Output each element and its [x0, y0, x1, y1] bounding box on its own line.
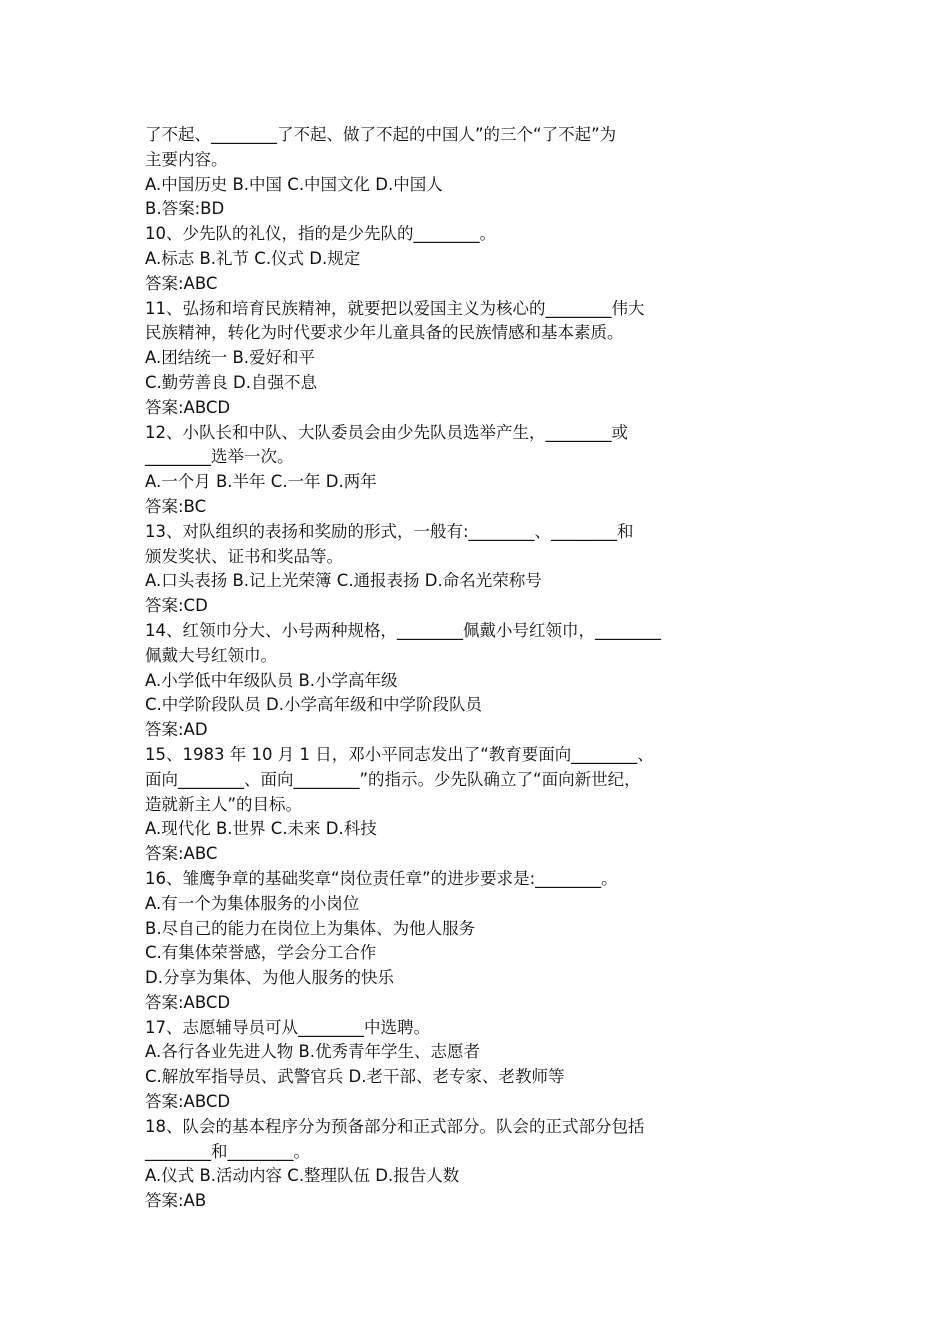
question-9-options: A.中国历史 B.中国 C.中国文化 D.中国人 — [145, 174, 443, 194]
question-18-stem-line-1: 18、队会的基本程序分为预备部分和正式部分。队会的正式部分包括 — [145, 1116, 645, 1136]
question-9-stem-line-2: 主要内容。 — [145, 149, 228, 169]
question-16-stem: 16、雏鹰争章的基础奖章“岗位责任章”的进步要求是:________。 — [145, 868, 618, 888]
question-18-stem-line-2: ________和________。 — [145, 1141, 310, 1161]
question-9-answer: B.答案:BD — [145, 199, 225, 219]
question-17-stem: 17、志愿辅导员可从________中选聘。 — [145, 1017, 430, 1037]
question-15-answer: 答案:ABC — [145, 844, 218, 864]
question-18-answer: 答案:AB — [145, 1191, 207, 1211]
question-12-answer: 答案:BC — [145, 496, 207, 516]
question-11-options-line-2: C.勤劳善良 D.自强不息 — [145, 372, 317, 392]
question-14-answer: 答案:AD — [145, 720, 208, 740]
document-body — [145, 123, 745, 1214]
question-11-options-line-1: A.团结统一 B.爱好和平 — [145, 348, 316, 368]
question-15-stem-line-3: 造就新主人”的目标。 — [145, 794, 303, 814]
question-14-options-line-1: A.小学低中年级队员 B.小学高年级 — [145, 670, 398, 690]
question-17-options-line-1: A.各行各业先进人物 B.优秀青年学生、志愿者 — [145, 1042, 481, 1062]
question-11-stem-line-1: 11、弘扬和培育民族精神，就要把以爱国主义为核心的________伟大 — [145, 298, 645, 318]
question-14-stem-line-1: 14、红领巾分大、小号两种规格，________佩戴小号红领巾，________ — [145, 620, 661, 640]
question-17-answer: 答案:ABCD — [145, 1092, 231, 1112]
question-13-options: A.口头表扬 B.记上光荣簿 C.通报表扬 D.命名光荣称号 — [145, 571, 542, 591]
question-16-option-a: A.有一个为集体服务的小岗位 — [145, 893, 360, 913]
question-15-options: A.现代化 B.世界 C.未来 D.科技 — [145, 819, 377, 839]
question-9-stem-line-1: 了不起、________了不起、做了不起的中国人”的三个“了不起”为 — [145, 125, 617, 144]
question-12-stem-line-2: ________选举一次。 — [145, 447, 294, 467]
question-11-stem-line-2: 民族精神，转化为时代要求少年儿童具备的民族情感和基本素质。 — [145, 323, 624, 343]
question-16-option-d: D.分享为集体、为他人服务的快乐 — [145, 968, 394, 988]
question-18-options: A.仪式 B.活动内容 C.整理队伍 D.报告人数 — [145, 1166, 460, 1186]
question-16-option-c: C.有集体荣誉感，学会分工合作 — [145, 943, 377, 963]
question-10-options: A.标志 B.礼节 C.仪式 D.规定 — [145, 248, 361, 268]
question-16-answer: 答案:ABCD — [145, 992, 231, 1012]
question-15-stem-line-2: 面向________、面向________”的指示。少先队确立了“面向新世纪， — [145, 769, 641, 789]
question-16-option-b: B.尽自己的能力在岗位上为集体、为他人服务 — [145, 918, 476, 938]
question-10-answer: 答案:ABC — [145, 273, 218, 293]
question-13-answer: 答案:CD — [145, 596, 208, 616]
question-11-answer: 答案:ABCD — [145, 397, 231, 417]
question-13-stem-line-1: 13、对队组织的表扬和奖励的形式，一般有:________、________和 — [145, 521, 634, 541]
question-14-stem-line-2: 佩戴大号红领巾。 — [145, 645, 277, 665]
question-10-stem: 10、少先队的礼仪，指的是少先队的________。 — [145, 224, 496, 244]
question-14-options-line-2: C.中学阶段队员 D.小学高年级和中学阶段队员 — [145, 695, 482, 715]
question-17-options-line-2: C.解放军指导员、武警官兵 D.老干部、老专家、老教师等 — [145, 1067, 565, 1087]
question-12-options: A.一个月 B.半年 C.一年 D.两年 — [145, 472, 377, 492]
question-12-stem-line-1: 12、小队长和中队、大队委员会由少先队员选举产生，________或 — [145, 422, 628, 442]
question-13-stem-line-2: 颁发奖状、证书和奖品等。 — [145, 546, 343, 566]
question-15-stem-line-1: 15、1983 年 10 月 1 日，邓小平同志发出了“教育要面向________、 — [145, 744, 654, 764]
